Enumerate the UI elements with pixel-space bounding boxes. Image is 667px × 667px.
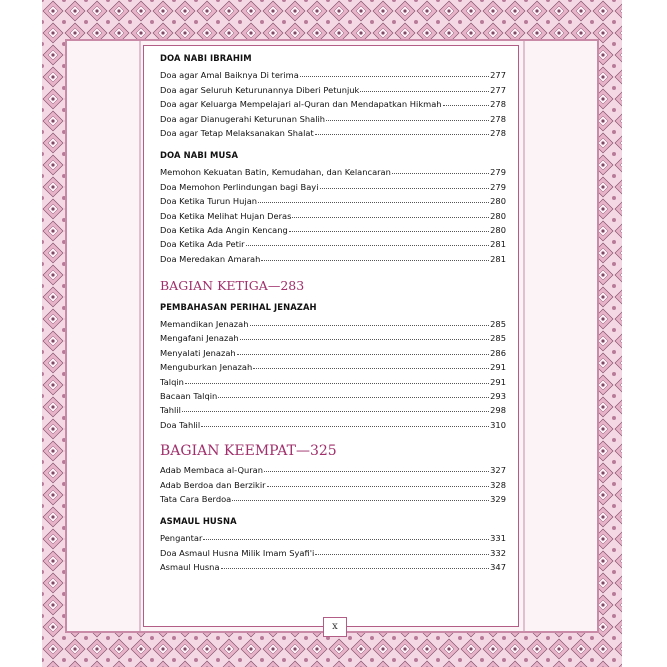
toc-entry[interactable] <box>160 461 506 475</box>
toc-entry-title: Doa Asmaul Husna Milik Imam Syafi'i <box>160 547 315 558</box>
toc-entry-title: Doa agar Dianugerahi Keturunan Shalih <box>160 113 326 124</box>
toc-entry-title: Doa Ketika Ada Angin Kencang <box>160 224 288 235</box>
toc-entry[interactable] <box>160 192 506 206</box>
dot-leader <box>261 260 489 261</box>
toc-entry-page: 280 <box>490 196 506 207</box>
toc-entry[interactable] <box>160 490 506 504</box>
toc-entry-page: 281 <box>490 239 506 250</box>
page-number: x <box>323 617 347 637</box>
toc-entry-page: 285 <box>490 333 506 344</box>
toc-entry-page: 279 <box>490 181 506 192</box>
dot-leader <box>253 368 489 369</box>
toc-entry-title: Doa Memohon Perlindungan bagi Bayi <box>160 181 319 192</box>
toc-entry[interactable] <box>160 95 506 109</box>
section-heading: ASMAUL HUSNA <box>160 515 237 526</box>
part-heading: BAGIAN KEEMPAT—325 <box>160 442 337 459</box>
dot-leader <box>182 411 489 412</box>
table-of-contents <box>160 53 506 572</box>
toc-entry[interactable] <box>160 66 506 80</box>
toc-entry-page: 285 <box>490 319 506 330</box>
toc-entry-title: Doa Meredakan Amarah <box>160 253 261 264</box>
toc-entry-page: 280 <box>490 224 506 235</box>
dot-leader <box>315 134 489 135</box>
toc-entry-page: 310 <box>490 419 506 430</box>
toc-entry-title: Memandikan Jenazah <box>160 319 249 330</box>
toc-entry[interactable] <box>160 315 506 329</box>
toc-entry-page: 278 <box>490 113 506 124</box>
toc-entry-page: 279 <box>490 167 506 178</box>
dot-leader <box>392 173 489 174</box>
dot-leader <box>289 231 489 232</box>
dot-leader <box>185 383 489 384</box>
dot-leader <box>203 539 489 540</box>
toc-entry-title: Doa Tahlil <box>160 419 201 430</box>
toc-entry-title: Doa agar Seluruh Keturunannya Diberi Petunjuk <box>160 84 360 95</box>
toc-entry-title: Tata Cara Berdoa <box>160 493 232 504</box>
toc-entry-page: 347 <box>490 562 506 573</box>
toc-entry[interactable] <box>160 529 506 543</box>
toc-entry[interactable] <box>160 415 506 429</box>
toc-entry-title: Doa Ketika Ada Petir <box>160 239 245 250</box>
toc-entry[interactable] <box>160 221 506 235</box>
toc-entry-title: Memohon Kekuatan Batin, Kemudahan, dan Kelancaran <box>160 167 391 178</box>
dot-leader <box>315 554 489 555</box>
toc-entry[interactable] <box>160 558 506 572</box>
toc-entry-page: 286 <box>490 347 506 358</box>
toc-entry-page: 329 <box>490 493 506 504</box>
toc-entry[interactable] <box>160 401 506 415</box>
toc-entry[interactable] <box>160 206 506 220</box>
toc-entry-page: 278 <box>490 127 506 138</box>
dot-leader <box>246 245 490 246</box>
dot-leader <box>218 397 489 398</box>
toc-entry-title: Menyalati Jenazah <box>160 347 236 358</box>
toc-entry-title: Doa agar Keluarga Mempelajari al-Quran dan Mendapatkan Hikmah <box>160 99 442 110</box>
toc-entry[interactable] <box>160 109 506 123</box>
toc-entry-page: 280 <box>490 210 506 221</box>
toc-entry[interactable] <box>160 387 506 401</box>
dot-leader <box>232 500 489 501</box>
toc-entry-title: Bacaan Talqin <box>160 391 218 402</box>
toc-entry-title: Tahlil <box>160 405 181 416</box>
toc-entry-title: Asmaul Husna <box>160 562 220 573</box>
toc-entry[interactable] <box>160 124 506 138</box>
dot-leader <box>360 91 489 92</box>
toc-entry-page: 331 <box>490 533 506 544</box>
dot-leader <box>267 486 490 487</box>
toc-entry[interactable] <box>160 177 506 191</box>
toc-entry[interactable] <box>160 343 506 357</box>
dot-leader <box>326 120 489 121</box>
section-heading: DOA NABI MUSA <box>160 149 239 160</box>
section-heading: DOA NABI IBRAHIM <box>160 53 252 63</box>
toc-entry-title: Doa agar Amal Baiknya Di terima <box>160 70 299 81</box>
part-heading: BAGIAN KETIGA—283 <box>160 277 305 293</box>
toc-entry-title: Menguburkan Jenazah <box>160 362 253 373</box>
dot-leader <box>258 202 489 203</box>
toc-entry-page: 291 <box>490 362 506 373</box>
toc-entry[interactable] <box>160 249 506 263</box>
toc-entry-title: Mengafani Jenazah <box>160 333 239 344</box>
dot-leader <box>237 354 489 355</box>
toc-panel <box>143 45 519 627</box>
toc-entry-page: 293 <box>490 391 506 402</box>
toc-entry-title: Adab Berdoa dan Berzikir <box>160 479 266 490</box>
toc-entry[interactable] <box>160 543 506 557</box>
dot-leader <box>443 105 490 106</box>
toc-entry-title: Doa Ketika Melihat Hujan Deras <box>160 210 292 221</box>
dot-leader <box>240 339 489 340</box>
dot-leader <box>221 568 490 569</box>
toc-entry-title: Doa Ketika Turun Hujan <box>160 196 258 207</box>
dot-leader <box>264 471 489 472</box>
dot-leader <box>292 217 489 218</box>
toc-entry-page: 277 <box>490 84 506 95</box>
toc-entry-page: 298 <box>490 405 506 416</box>
dot-leader <box>201 426 489 427</box>
toc-entry-page: 328 <box>490 479 506 490</box>
dot-leader <box>250 325 490 326</box>
toc-entry[interactable] <box>160 372 506 386</box>
toc-entry-title: Talqin <box>160 376 184 387</box>
dot-leader <box>320 188 490 189</box>
dot-leader <box>300 76 489 77</box>
toc-entry-title: Adab Membaca al-Quran <box>160 465 263 476</box>
section-heading: PEMBAHASAN PERIHAL JENAZAH <box>160 301 317 312</box>
toc-entry-page: 278 <box>490 99 506 110</box>
toc-entry-page: 327 <box>490 465 506 476</box>
toc-entry[interactable] <box>160 329 506 343</box>
toc-entry-page: 291 <box>490 376 506 387</box>
toc-entry-title: Doa agar Tetap Melaksanakan Shalat <box>160 127 314 138</box>
toc-entry[interactable] <box>160 235 506 249</box>
toc-entry[interactable] <box>160 358 506 372</box>
toc-entry[interactable] <box>160 475 506 489</box>
toc-entry-page: 281 <box>490 253 506 264</box>
toc-entry-page: 332 <box>490 547 506 558</box>
toc-entry-title: Pengantar <box>160 533 203 544</box>
toc-entry[interactable] <box>160 80 506 94</box>
toc-entry[interactable] <box>160 163 506 177</box>
toc-entry-page: 277 <box>490 70 506 81</box>
